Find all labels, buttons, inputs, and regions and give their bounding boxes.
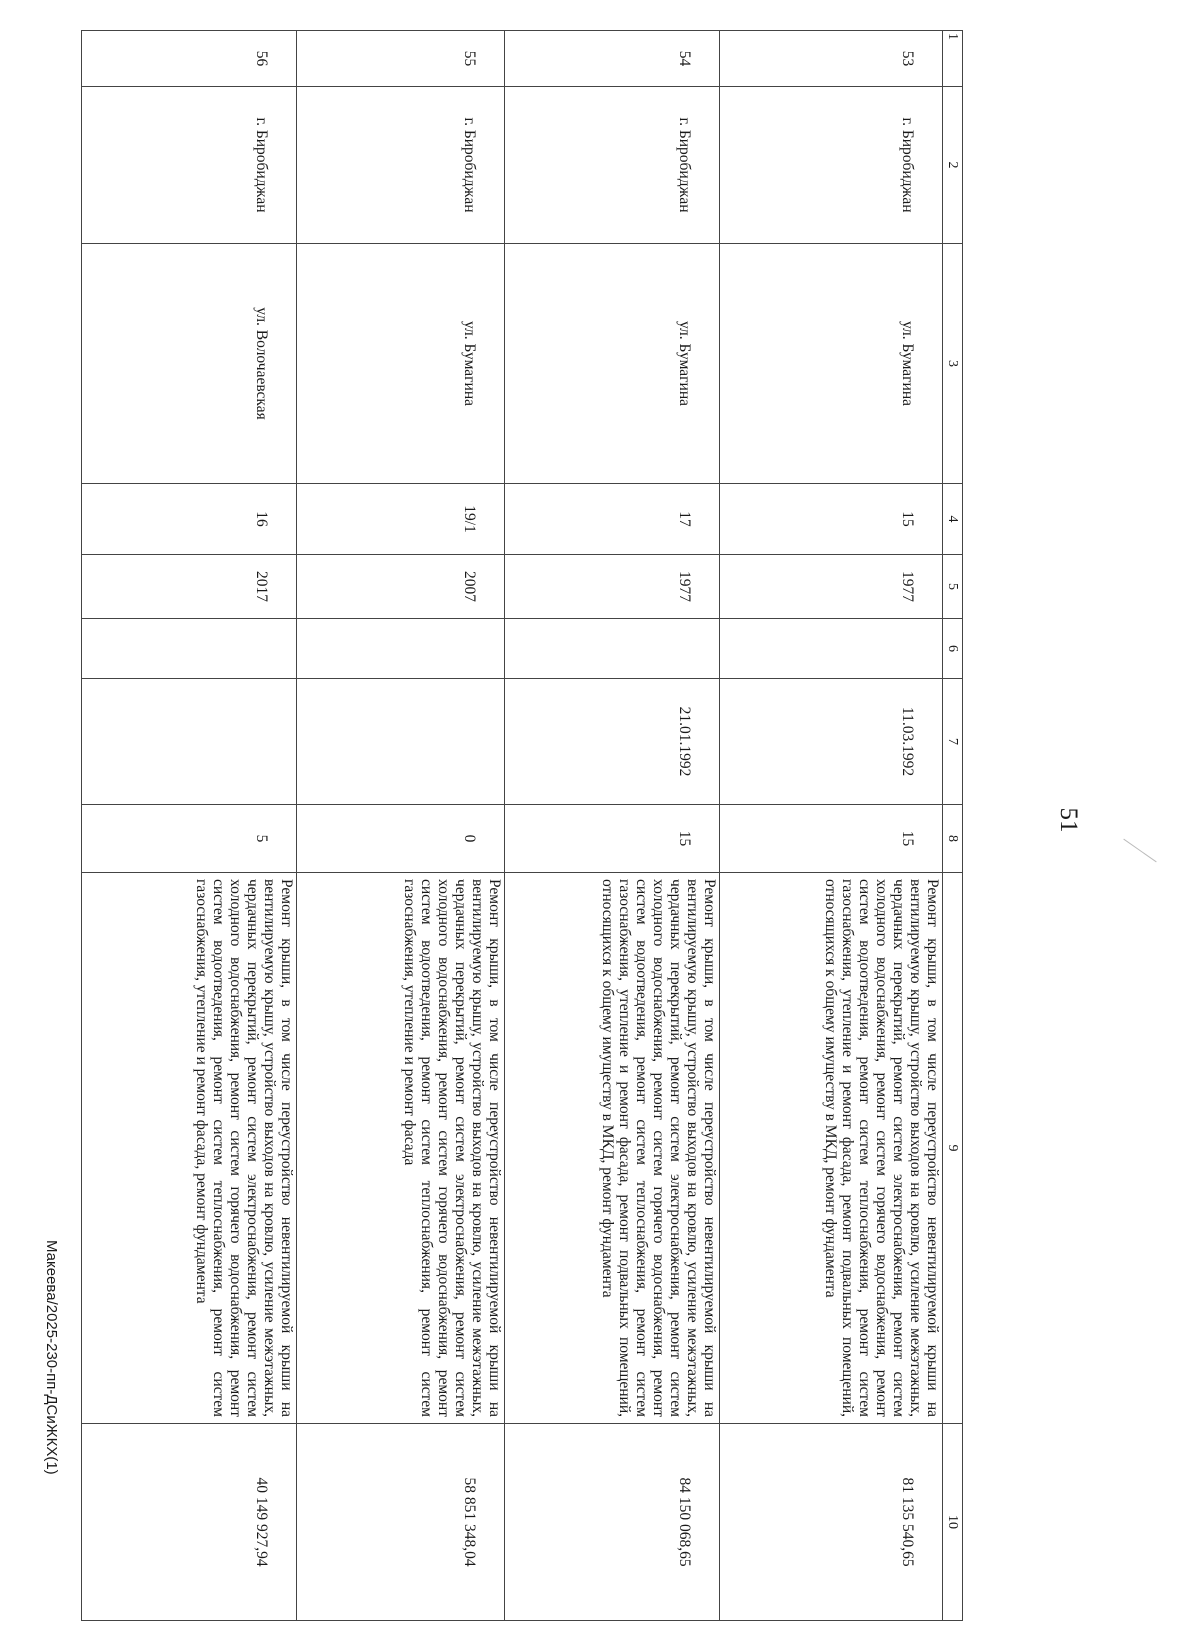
date-cell: 11.03.1992 bbox=[720, 679, 943, 805]
house-number-cell: 16 bbox=[82, 484, 297, 555]
house-number-cell: 17 bbox=[505, 484, 720, 555]
table-row bbox=[297, 31, 505, 1621]
street-cell: ул. Бумагина bbox=[720, 244, 943, 484]
table-row bbox=[505, 31, 720, 1621]
document-footer-code: Макеева/2025-230-пп-ДСиЖКХ(1) bbox=[43, 1240, 60, 1475]
cost-cell: 40 149 927,94 bbox=[82, 1424, 297, 1621]
works-cell: Ремонт крыши, в том числе переустройство невентилируемой крыши на вентилируемую крышу, устройство выходов на кровлю, усиление межэтажных, чердачных перекрытий, ремонт систем электроснабжения, ремонт систем холодного водоснабжения, ремонт систем горячего водоснабжения, ремонт систем водоотведения, ремонт систем теплоснабжения, ремонт систем газоснабжения, утепление и ремонт фасада, ремонт подвальных помещений, относящихся к общему имуществу в МКД, ремонт фундамента bbox=[720, 873, 943, 1424]
count-cell: 15 bbox=[505, 805, 720, 873]
page-number: 51 bbox=[1055, 807, 1082, 833]
table-row bbox=[720, 31, 943, 1621]
street-cell: ул. Волочаевская bbox=[82, 244, 297, 484]
city-cell: г. Биробиджан bbox=[720, 87, 943, 244]
works-cell: Ремонт крыши, в том числе переустройство невентилируемой крыши на вентилируемую крышу, устройство выходов на кровлю, усиление межэтажных, чердачных перекрытий, ремонт систем электроснабжения, ремонт систем холодного водоснабжения, ремонт систем горячего водоснабжения, ремонт систем водоотведения, ремонт систем теплоснабжения, ремонт систем газоснабжения, утепление и ремонт фасада, ремонт подвальных помещений, относящихся к общему имуществу в МКД, ремонт фундамента bbox=[505, 873, 720, 1424]
house-number-cell: 19/1 bbox=[297, 484, 505, 555]
column-header: 7 bbox=[943, 679, 963, 805]
column-header: 10 bbox=[943, 1424, 963, 1621]
city-cell: г. Биробиджан bbox=[505, 87, 720, 244]
city-cell: г. Биробиджан bbox=[82, 87, 297, 244]
year-cell: 2017 bbox=[82, 555, 297, 619]
column-6-cell bbox=[297, 619, 505, 679]
row-number: 53 bbox=[720, 31, 943, 87]
year-cell: 2007 bbox=[297, 555, 505, 619]
column-number-header bbox=[943, 31, 963, 1621]
street-cell: ул. Бумагина bbox=[505, 244, 720, 484]
cost-cell: 84 150 068,65 bbox=[505, 1424, 720, 1621]
date-cell bbox=[297, 679, 505, 805]
year-cell: 1977 bbox=[720, 555, 943, 619]
column-6-cell bbox=[82, 619, 297, 679]
row-number: 54 bbox=[505, 31, 720, 87]
column-6-cell bbox=[720, 619, 943, 679]
street-cell: ул. Бумагина bbox=[297, 244, 505, 484]
works-cell: Ремонт крыши, в том числе переустройство невентилируемой крыши на вентилируемую крышу, устройство выходов на кровлю, усиление межэтажных, чердачных перекрытий, ремонт систем электроснабжения, ремонт систем холодного водоснабжения, ремонт систем горячего водоснабжения, ремонт систем водоотведения, ремонт систем теплоснабжения, ремонт систем газоснабжения, утепление и ремонт фасада bbox=[297, 873, 505, 1424]
cost-cell: 81 135 540,65 bbox=[720, 1424, 943, 1621]
column-header: 4 bbox=[943, 484, 963, 555]
repair-table bbox=[81, 30, 963, 1621]
column-header: 3 bbox=[943, 244, 963, 484]
table-row bbox=[82, 31, 297, 1621]
count-cell: 15 bbox=[720, 805, 943, 873]
date-cell: 21.01.1992 bbox=[505, 679, 720, 805]
date-cell bbox=[82, 679, 297, 805]
count-cell: 5 bbox=[82, 805, 297, 873]
city-cell: г. Биробиджан bbox=[297, 87, 505, 244]
works-cell: Ремонт крыши, в том числе переустройство невентилируемой крыши на вентилируемую крышу, устройство выходов на кровлю, усиление межэтажных, чердачных перекрытий, ремонт систем электроснабжения, ремонт систем холодного водоснабжения, ремонт систем горячего водоснабжения, ремонт систем водоотведения, ремонт систем теплоснабжения, ремонт систем газоснабжения, утепление и ремонт фасада, ремонт фундамента bbox=[82, 873, 297, 1424]
column-header: 2 bbox=[943, 87, 963, 244]
column-header: 1 bbox=[943, 31, 963, 87]
column-6-cell bbox=[505, 619, 720, 679]
cost-cell: 58 851 348,04 bbox=[297, 1424, 505, 1621]
column-header: 9 bbox=[943, 873, 963, 1424]
row-number: 55 bbox=[297, 31, 505, 87]
house-number-cell: 15 bbox=[720, 484, 943, 555]
column-header: 6 bbox=[943, 619, 963, 679]
column-header: 5 bbox=[943, 555, 963, 619]
column-header: 8 bbox=[943, 805, 963, 873]
count-cell: 0 bbox=[297, 805, 505, 873]
row-number: 56 bbox=[82, 31, 297, 87]
year-cell: 1977 bbox=[505, 555, 720, 619]
